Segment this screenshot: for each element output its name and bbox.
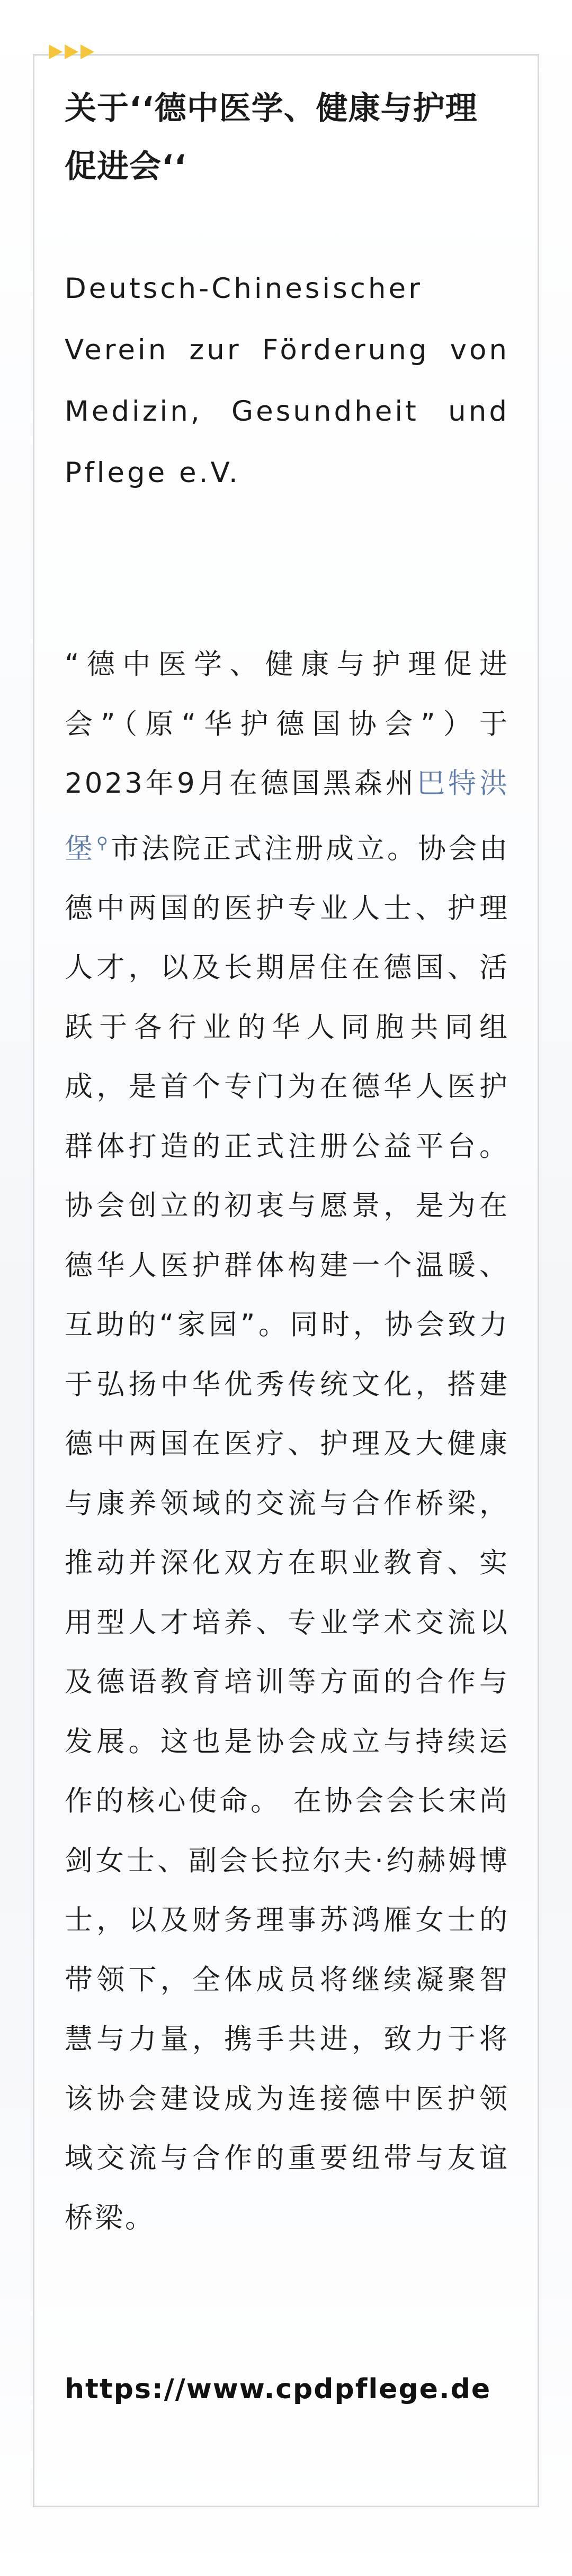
body-text-part2: 市法院正式注册成立。协会由德中两国的医护专业人士、护理人才，以及长期居住在德国、活跃于各行业的华人同胞共同组成，是首个专门为在德华人医护群体打造的正式注册公益平台。 协会创立的初衷与愿景，是为在德华人医护群体构建一个温暖、互助的“家园”。同时，协会致力于弘扬中华优秀传统文化，搭建德中两国在医疗、护理及大健康与康养领域的交流与合作桥梁，推动并深化双方在职业教育、实用型人才培养、专业学术交流以及德语教育培训等方面的合作与发展。这也是协会成立与持续运作的核心使命。 在协会会长宋尚剑女士、副会长拉尔夫·约赫姆博士，以及财务理事苏鸿雁女士的带领下，全体成员将继续凝聚智慧与力量，携手共进，致力于将该协会建设成为连接德中医护领域交流与合作的重要纽带与友谊桥梁。 [65, 832, 510, 2234]
decorative-triangles [49, 44, 118, 60]
triangle-icon [49, 44, 62, 59]
article-body [65, 635, 510, 2248]
body-text-part1: “德中医学、健康与护理促进会”（原“华护德国协会”）于2023年9月在德国黑森州 [65, 648, 510, 800]
search-icon[interactable]: ⚲ [96, 833, 108, 852]
article-heading: 关于‘‘德中医学、健康与护理促进会‘‘ [65, 90, 478, 185]
article-subtitle-german: Deutsch-Chinesischer Verein zur Förderung von Medizin, Gesundheit und Pflege e.V. [65, 273, 510, 489]
triangle-icon [65, 44, 78, 59]
triangle-icon [81, 44, 94, 59]
website-url[interactable]: https://www.cpdpflege.de [65, 2373, 491, 2405]
bad-homburg-link[interactable]: 巴特洪堡 [65, 767, 510, 865]
